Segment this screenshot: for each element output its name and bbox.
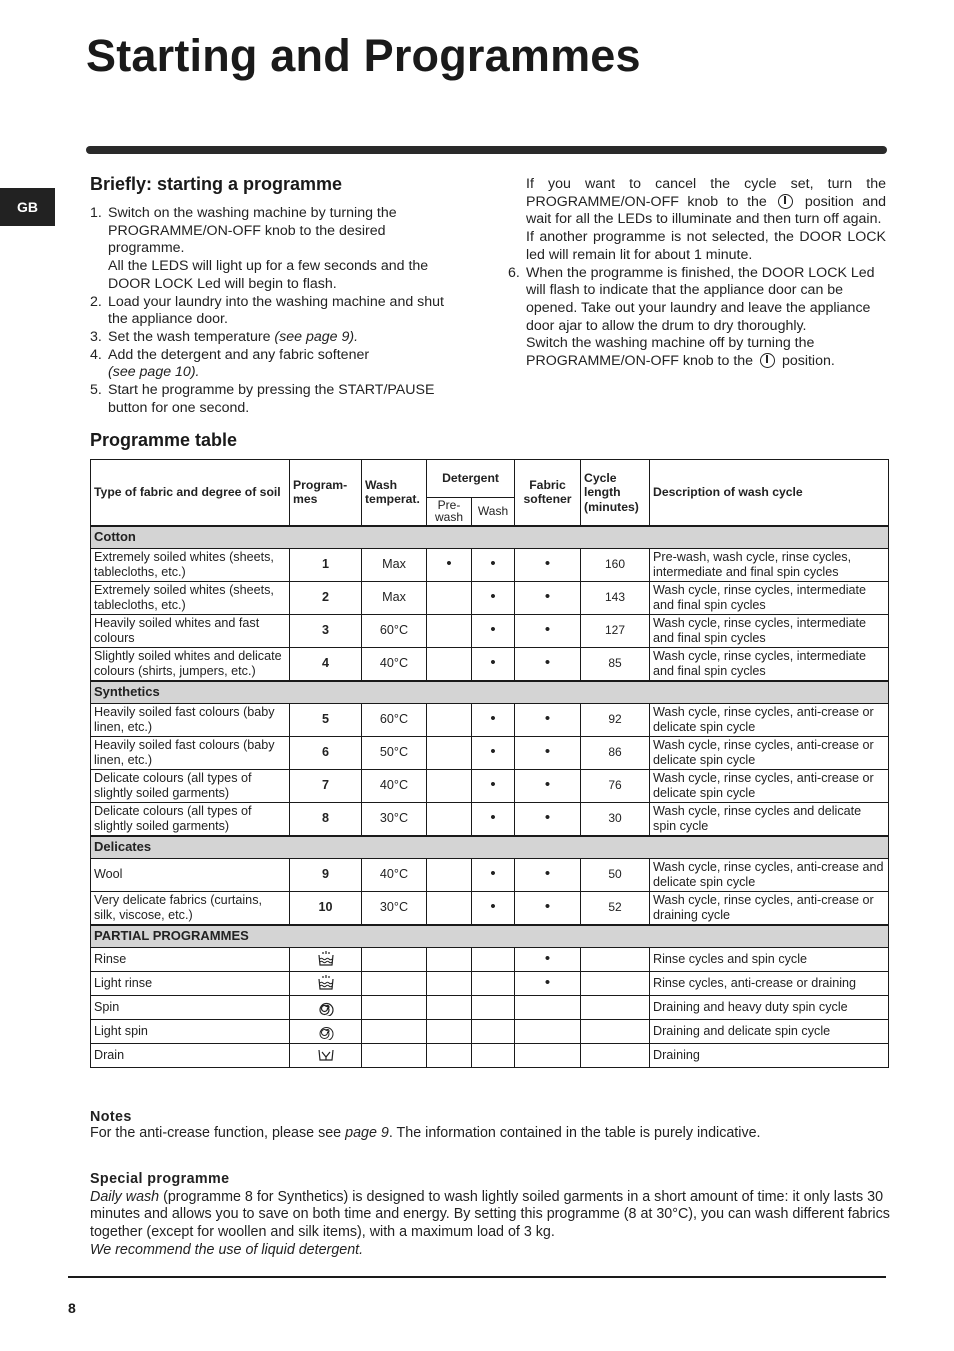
temperature-cell: 40°C	[362, 769, 427, 802]
programme-table-heading: Programme table	[90, 430, 238, 450]
fabric-cell: Delicate colours (all types of slightly soiled garments)	[91, 802, 290, 836]
cycle-length-cell: 160	[581, 548, 650, 581]
description-cell: Wash cycle, rinse cycles, intermediate and final spin cycles	[650, 614, 889, 647]
prewash-cell	[427, 1043, 472, 1067]
fabric-cell: Drain	[91, 1043, 290, 1067]
special-programme-name: Daily wash	[90, 1188, 160, 1205]
cancel-text-a: If you want to cancel the cycle set, turn the PROGRAMME/ON-OFF knob to the	[526, 176, 886, 210]
fabric-cell: Heavily soiled fast colours (baby linen, etc.)	[91, 736, 290, 769]
drain-icon	[317, 1047, 335, 1061]
temperature-cell: Max	[362, 581, 427, 614]
section-name: Delicates	[91, 836, 889, 859]
table-row	[91, 769, 889, 802]
table-row	[91, 647, 889, 681]
cycle-length-cell	[581, 1043, 650, 1067]
prewash-cell	[427, 736, 472, 769]
section-row	[91, 526, 889, 549]
table-row	[91, 971, 889, 995]
description-cell: Rinse cycles and spin cycle	[650, 947, 889, 971]
description-cell: Pre-wash, wash cycle, rinse cycles, intermediate and final spin cycles	[650, 548, 889, 581]
cycle-length-cell: 143	[581, 581, 650, 614]
temperature-cell: 60°C	[362, 703, 427, 736]
page-reference: (see page 10).	[108, 364, 200, 381]
step-text	[526, 265, 886, 371]
step-text	[108, 329, 462, 347]
softener-cell: •	[515, 971, 581, 995]
wash-cell	[472, 971, 515, 995]
programme-number-cell: 4	[290, 647, 362, 681]
softener-cell: •	[515, 614, 581, 647]
softener-cell	[515, 1043, 581, 1067]
fabric-cell: Spin	[91, 995, 290, 1019]
cycle-length-cell: 30	[581, 802, 650, 836]
prewash-cell	[427, 1019, 472, 1043]
description-cell: Wash cycle, rinse cycles, anti-crease and delicate spin cycle	[650, 858, 889, 891]
temperature-cell: 40°C	[362, 647, 427, 681]
wash-cell	[472, 947, 515, 971]
programme-symbol-cell	[290, 947, 362, 971]
table-row	[91, 891, 889, 925]
cycle-length-cell: 85	[581, 647, 650, 681]
wash-cell	[472, 1043, 515, 1067]
table-row	[91, 858, 889, 891]
softener-cell: •	[515, 858, 581, 891]
wash-cell	[472, 995, 515, 1019]
fabric-cell: Rinse	[91, 947, 290, 971]
step-text	[108, 347, 462, 382]
cycle-length-cell: 92	[581, 703, 650, 736]
wash-cell: •	[472, 647, 515, 681]
softener-cell	[515, 1019, 581, 1043]
rinse-icon	[317, 951, 335, 965]
section-name: PARTIAL PROGRAMMES	[91, 925, 889, 948]
page-number: 8	[68, 1300, 76, 1316]
table-row	[91, 1019, 889, 1043]
cycle-length-cell	[581, 971, 650, 995]
fabric-cell: Heavily soiled whites and fast colours	[91, 614, 290, 647]
notes-page-reference: page 9	[345, 1125, 389, 1141]
softener-cell: •	[515, 769, 581, 802]
step-1-extra: All the LEDS will light up for a few seconds and the DOOR LOCK Led will begin to flash.	[108, 258, 429, 292]
programme-number-cell: 7	[290, 769, 362, 802]
wash-cell: •	[472, 703, 515, 736]
section-row	[91, 836, 889, 859]
wash-cell	[472, 1019, 515, 1043]
page-title: Starting and Programmes	[86, 30, 641, 81]
fabric-cell: Light spin	[91, 1019, 290, 1043]
softener-cell: •	[515, 647, 581, 681]
step-5	[90, 382, 462, 417]
cycle-length-cell: 50	[581, 858, 650, 891]
step-number: 4.	[90, 346, 102, 363]
header-prewash: Pre-wash	[427, 498, 472, 526]
programme-number-cell: 9	[290, 858, 362, 891]
temperature-cell: 50°C	[362, 736, 427, 769]
title-rule	[86, 146, 887, 154]
special-programme-section	[90, 1171, 890, 1260]
programme-symbol-cell	[290, 1019, 362, 1043]
cycle-length-cell	[581, 1019, 650, 1043]
header-temperature: Wash temperat.	[362, 460, 427, 526]
step-3-main: Set the wash temperature	[108, 328, 271, 345]
prewash-cell	[427, 581, 472, 614]
description-cell: Rinse cycles, anti-crease or draining	[650, 971, 889, 995]
fabric-cell: Delicate colours (all types of slightly soiled garments)	[91, 769, 290, 802]
header-detergent: Detergent	[427, 460, 515, 498]
notes-text-a: For the anti-crease function, please see	[90, 1125, 342, 1141]
table-row	[91, 802, 889, 836]
step-number: 2.	[90, 293, 102, 310]
step-6	[508, 265, 886, 371]
temperature-cell: 30°C	[362, 891, 427, 925]
fabric-cell: Extremely soiled whites (sheets, tablecloths, etc.)	[91, 581, 290, 614]
step-2	[90, 294, 462, 329]
section-name: Synthetics	[91, 681, 889, 704]
temperature-cell	[362, 971, 427, 995]
wash-cell: •	[472, 802, 515, 836]
bottom-rule	[68, 1276, 886, 1278]
programme-number-cell: 10	[290, 891, 362, 925]
cycle-length-cell: 52	[581, 891, 650, 925]
programme-number-cell: 6	[290, 736, 362, 769]
special-text	[90, 1189, 890, 1260]
header-programmes: Program-mes	[290, 460, 362, 526]
step-text	[108, 205, 462, 294]
page-reference: (see page 9).	[274, 328, 359, 345]
notes-text	[90, 1125, 890, 1141]
cycle-length-cell: 76	[581, 769, 650, 802]
table-row	[91, 614, 889, 647]
description-cell: Wash cycle, rinse cycles, anti-crease or delicate spin cycle	[650, 736, 889, 769]
softener-cell: •	[515, 581, 581, 614]
softener-cell	[515, 995, 581, 1019]
section-row	[91, 925, 889, 948]
wash-cell: •	[472, 548, 515, 581]
programme-number-cell: 8	[290, 802, 362, 836]
header-cycle-length: Cycle length (minutes)	[581, 460, 650, 526]
step-text: Start he programme by pressing the START/PAUSE button for one second.	[108, 382, 435, 416]
step-number: 6.	[508, 264, 520, 281]
wash-cell: •	[472, 769, 515, 802]
step-3	[90, 329, 462, 347]
temperature-cell: 40°C	[362, 858, 427, 891]
step-4	[90, 347, 462, 382]
prewash-cell	[427, 647, 472, 681]
steps-right-column	[508, 176, 886, 371]
language-tab: GB	[0, 188, 55, 226]
fabric-cell: Extremely soiled whites (sheets, tablecloths, etc.)	[91, 548, 290, 581]
temperature-cell: 30°C	[362, 802, 427, 836]
step-number: 1.	[90, 205, 102, 221]
step-6-extra-a: Switch the washing machine off by turning the PROGRAMME/ON-OFF knob to the	[526, 335, 815, 370]
description-cell: Wash cycle, rinse cycles, anti-crease or delicate spin cycle	[650, 769, 889, 802]
cycle-length-cell	[581, 947, 650, 971]
step-number: 5.	[90, 382, 102, 399]
step-4-main: Add the detergent and any fabric softener	[108, 346, 370, 363]
description-cell: Wash cycle, rinse cycles, anti-crease or draining cycle	[650, 891, 889, 925]
wash-cell: •	[472, 581, 515, 614]
notes-text-b: . The information contained in the table is purely indicative.	[388, 1125, 761, 1141]
step-1	[90, 205, 462, 294]
prewash-cell	[427, 802, 472, 836]
softener-cell: •	[515, 736, 581, 769]
description-cell: Draining and heavy duty spin cycle	[650, 995, 889, 1019]
steps-left-column	[90, 205, 462, 417]
prewash-cell	[427, 769, 472, 802]
table-row	[91, 548, 889, 581]
special-label: Special programme	[90, 1171, 230, 1187]
light-rinse-icon	[317, 975, 335, 989]
programme-table	[90, 459, 889, 1068]
programme-number-cell: 3	[290, 614, 362, 647]
prewash-cell	[427, 858, 472, 891]
fabric-cell: Slightly soiled whites and delicate colours (shirts, jumpers, etc.)	[91, 647, 290, 681]
programme-symbol-cell	[290, 1043, 362, 1067]
prewash-cell	[427, 891, 472, 925]
step-number: 3.	[90, 328, 102, 345]
wash-cell: •	[472, 891, 515, 925]
temperature-cell	[362, 995, 427, 1019]
light-spin-icon	[317, 1023, 335, 1037]
prewash-cell	[427, 971, 472, 995]
table-row	[91, 1043, 889, 1067]
temperature-cell: 60°C	[362, 614, 427, 647]
temperature-cell	[362, 1043, 427, 1067]
briefly-heading: Briefly: starting a programme	[90, 174, 343, 194]
power-icon	[778, 194, 793, 209]
programme-number-cell: 2	[290, 581, 362, 614]
cancel-text-b: position and wait for all the LEDs to illuminate and then turn off again.	[526, 193, 886, 228]
cycle-length-cell: 127	[581, 614, 650, 647]
softener-cell: •	[515, 891, 581, 925]
softener-cell: •	[515, 548, 581, 581]
special-recommendation: We recommend the use of liquid detergent.	[90, 1241, 364, 1258]
step-1-main: Switch on the washing machine by turning the PROGRAMME/ON-OFF knob to the desired programme.	[108, 205, 397, 257]
softener-cell: •	[515, 703, 581, 736]
step-6-main: When the programme is finished, the DOOR LOCK Led will flash to indicate that the appliance door can be opened. Take out your laundry and leave the appliance door ajar to allow the drum to dry thoroughly.	[526, 264, 875, 334]
description-cell: Wash cycle, rinse cycles, intermediate and final spin cycles	[650, 647, 889, 681]
wash-cell: •	[472, 858, 515, 891]
step-text: Load your laundry into the washing machine and shut the appliance door.	[108, 293, 444, 328]
fabric-cell: Light rinse	[91, 971, 290, 995]
table-row	[91, 995, 889, 1019]
programme-number-cell: 5	[290, 703, 362, 736]
prewash-cell: •	[427, 548, 472, 581]
table-row	[91, 703, 889, 736]
header-wash: Wash	[472, 498, 515, 526]
notes-label: Notes	[90, 1109, 132, 1125]
cycle-length-cell	[581, 995, 650, 1019]
softener-cell: •	[515, 802, 581, 836]
header-softener: Fabric softener	[515, 460, 581, 526]
fabric-cell: Heavily soiled fast colours (baby linen, etc.)	[91, 703, 290, 736]
temperature-cell: Max	[362, 548, 427, 581]
temperature-cell	[362, 947, 427, 971]
notes-section	[90, 1109, 890, 1141]
table-row	[91, 947, 889, 971]
description-cell: Wash cycle, rinse cycles and delicate spin cycle	[650, 802, 889, 836]
fabric-cell: Very delicate fabrics (curtains, silk, viscose, etc.)	[91, 891, 290, 925]
header-description: Description of wash cycle	[650, 460, 889, 526]
softener-cell: •	[515, 947, 581, 971]
description-cell: Wash cycle, rinse cycles, anti-crease or delicate spin cycle	[650, 703, 889, 736]
prewash-cell	[427, 703, 472, 736]
programme-number-cell: 1	[290, 548, 362, 581]
description-cell: Draining	[650, 1043, 889, 1067]
prewash-cell	[427, 995, 472, 1019]
programme-symbol-cell	[290, 995, 362, 1019]
programme-symbol-cell	[290, 971, 362, 995]
special-description: (programme 8 for Synthetics) is designed to wash lightly soiled garments in a short amount of time: it only lasts 30 minutes and allows you to save on both time and energy. By setting this programme (8 at 30°C), you can wash different fabrics together (except for woollen and silk items), with a maximum load of 3 kg.	[90, 1188, 890, 1241]
fabric-cell: Wool	[91, 858, 290, 891]
temperature-cell	[362, 1019, 427, 1043]
description-cell: Wash cycle, rinse cycles, intermediate and final spin cycles	[650, 581, 889, 614]
cycle-length-cell: 86	[581, 736, 650, 769]
table-row	[91, 581, 889, 614]
cancel-paragraph	[526, 176, 886, 229]
wash-cell: •	[472, 614, 515, 647]
door-lock-paragraph: If another programme is not selected, the DOOR LOCK led will remain lit for about 1 minute.	[526, 229, 886, 263]
prewash-cell	[427, 947, 472, 971]
prewash-cell	[427, 614, 472, 647]
power-icon	[760, 353, 775, 368]
step-6-extra-b: position.	[781, 353, 835, 370]
programme-table-body	[91, 526, 889, 1068]
section-name: Cotton	[91, 526, 889, 549]
table-row	[91, 736, 889, 769]
wash-cell: •	[472, 736, 515, 769]
section-row	[91, 681, 889, 704]
spin-icon	[317, 999, 335, 1013]
description-cell: Draining and delicate spin cycle	[650, 1019, 889, 1043]
header-fabric: Type of fabric and degree of soil	[91, 460, 290, 526]
